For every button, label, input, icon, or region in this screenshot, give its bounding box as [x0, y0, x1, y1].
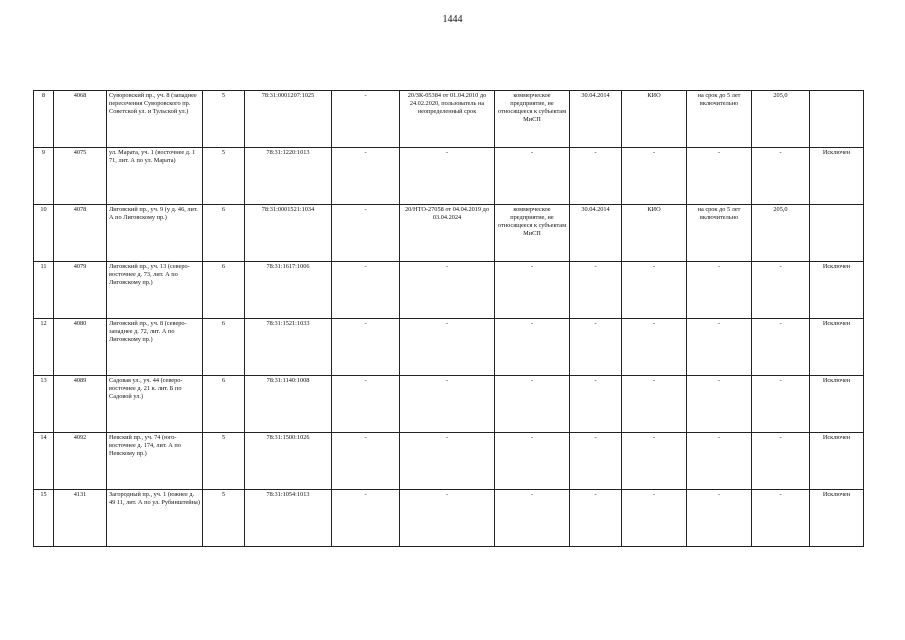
status-cell: Исключен [810, 319, 864, 376]
organization-cell: КИО [622, 205, 687, 262]
table-row [34, 376, 864, 433]
address-cell: Загородный пр., уч. 1 (южнее д. 49 11, лит. А по ул. Рубинштейна) [107, 490, 203, 547]
status-cell: Исключен [810, 490, 864, 547]
column-6-cell: - [332, 205, 400, 262]
zone-cell: 5 [203, 433, 245, 490]
status-cell [810, 91, 864, 148]
term-cell: на срок до 5 лет включительно [687, 91, 752, 148]
object-code-cell: 4079 [54, 262, 107, 319]
purpose-cell: - [495, 490, 570, 547]
address-cell: Суворовский пр., уч. 8 (западнее пересечения Суворовского пр. Советской ул. и Тульской ул.) [107, 91, 203, 148]
status-cell: Исключен [810, 433, 864, 490]
date-cell: - [570, 490, 622, 547]
contract-cell: - [400, 148, 495, 205]
purpose-cell: - [495, 148, 570, 205]
term-cell: - [687, 490, 752, 547]
price-cell: - [752, 319, 810, 376]
zone-cell: 6 [203, 376, 245, 433]
row-number-cell: 14 [34, 433, 54, 490]
status-cell [810, 205, 864, 262]
cadastral-number-cell: 78:31:1054:1013 [245, 490, 332, 547]
table-row [34, 91, 864, 148]
column-6-cell: - [332, 319, 400, 376]
purpose-cell: - [495, 319, 570, 376]
contract-cell: - [400, 490, 495, 547]
address-cell: Невский пр., уч. 74 (юго-восточнее д. 174, лит. А по Невскому пр.) [107, 433, 203, 490]
contract-cell: - [400, 376, 495, 433]
purpose-cell: коммерческое предприятие, не относящееся к субъектам МиСП [495, 91, 570, 148]
status-cell: Исключен [810, 148, 864, 205]
organization-cell: КИО [622, 91, 687, 148]
cadastral-number-cell: 78:31:0001521:1034 [245, 205, 332, 262]
term-cell: - [687, 262, 752, 319]
address-cell: Садовая ул., уч. 44 (северо-восточнее д. 21 к. лит. Б по Садовой ул.) [107, 376, 203, 433]
price-cell: - [752, 433, 810, 490]
zone-cell: 5 [203, 148, 245, 205]
address-cell: ул. Марата, уч. 1 (восточнее д. 1 71, лит. А по ул. Марата) [107, 148, 203, 205]
term-cell: - [687, 376, 752, 433]
page-number: 1444 [442, 14, 463, 25]
contract-cell: - [400, 433, 495, 490]
column-6-cell: - [332, 376, 400, 433]
column-6-cell: - [332, 91, 400, 148]
purpose-cell: - [495, 433, 570, 490]
cadastral-number-cell: 78:31:1220:1013 [245, 148, 332, 205]
object-code-cell: 4075 [54, 148, 107, 205]
table-row [34, 148, 864, 205]
object-code-cell: 4089 [54, 376, 107, 433]
zone-cell: 5 [203, 91, 245, 148]
cadastral-number-cell: 78:31:1617:1006 [245, 262, 332, 319]
status-cell: Исключен [810, 262, 864, 319]
date-cell: 30.04.2014 [570, 91, 622, 148]
organization-cell: - [622, 148, 687, 205]
date-cell: 30.04.2014 [570, 205, 622, 262]
organization-cell: - [622, 376, 687, 433]
price-cell: 205,0 [752, 205, 810, 262]
table-row [34, 490, 864, 547]
row-number-cell: 10 [34, 205, 54, 262]
table-row [34, 262, 864, 319]
object-code-cell: 4078 [54, 205, 107, 262]
price-cell: - [752, 148, 810, 205]
row-number-cell: 13 [34, 376, 54, 433]
date-cell: - [570, 319, 622, 376]
purpose-cell: - [495, 376, 570, 433]
table-row [34, 205, 864, 262]
date-cell: - [570, 148, 622, 205]
contract-cell: - [400, 262, 495, 319]
cadastral-number-cell: 78:31:1140:1008 [245, 376, 332, 433]
price-cell: - [752, 376, 810, 433]
row-number-cell: 11 [34, 262, 54, 319]
object-code-cell: 4080 [54, 319, 107, 376]
price-cell: - [752, 262, 810, 319]
price-cell: - [752, 490, 810, 547]
date-cell: - [570, 433, 622, 490]
organization-cell: - [622, 490, 687, 547]
table-row [34, 319, 864, 376]
row-number-cell: 9 [34, 148, 54, 205]
address-cell: Лиговский пр., уч. 13 (северо-восточнее д. 73, лит. А по Лиговскому пр.) [107, 262, 203, 319]
zone-cell: 6 [203, 205, 245, 262]
term-cell: на срок до 5 лет включительно [687, 205, 752, 262]
organization-cell: - [622, 319, 687, 376]
cadastral-number-cell: 78:31:0001207:1025 [245, 91, 332, 148]
column-6-cell: - [332, 262, 400, 319]
zone-cell: 6 [203, 262, 245, 319]
object-code-cell: 4092 [54, 433, 107, 490]
column-6-cell: - [332, 148, 400, 205]
organization-cell: - [622, 262, 687, 319]
purpose-cell: - [495, 262, 570, 319]
contract-cell: 20/ЗК-05384 от 01.04.2010 до 24.02.2020, пользователь на неопределенный срок [400, 91, 495, 148]
object-code-cell: 4131 [54, 490, 107, 547]
term-cell: - [687, 148, 752, 205]
column-6-cell: - [332, 433, 400, 490]
row-number-cell: 12 [34, 319, 54, 376]
purpose-cell: коммерческое предприятие, не относящееся к субъектам МиСП [495, 205, 570, 262]
cadastral-number-cell: 78:31:1521:1033 [245, 319, 332, 376]
zone-cell: 5 [203, 490, 245, 547]
cadastral-number-cell: 78:31:1500:1026 [245, 433, 332, 490]
address-cell: Лиговский пр., уч. 8 (северо-западнее д. 72, лит. А по Лиговскому пр.) [107, 319, 203, 376]
date-cell: - [570, 376, 622, 433]
row-number-cell: 15 [34, 490, 54, 547]
registry-table [33, 90, 864, 547]
row-number-cell: 8 [34, 91, 54, 148]
organization-cell: - [622, 433, 687, 490]
column-6-cell: - [332, 490, 400, 547]
term-cell: - [687, 319, 752, 376]
object-code-cell: 4068 [54, 91, 107, 148]
price-cell: 205,0 [752, 91, 810, 148]
address-cell: Лиговский пр., уч. 9 (у д. 46, лит. А по Лиговскому пр.) [107, 205, 203, 262]
status-cell: Исключен [810, 376, 864, 433]
contract-cell: - [400, 319, 495, 376]
term-cell: - [687, 433, 752, 490]
date-cell: - [570, 262, 622, 319]
zone-cell: 6 [203, 319, 245, 376]
table-row [34, 433, 864, 490]
contract-cell: 20/НТО-27058 от 04.04.2019 до 03.04.2024 [400, 205, 495, 262]
